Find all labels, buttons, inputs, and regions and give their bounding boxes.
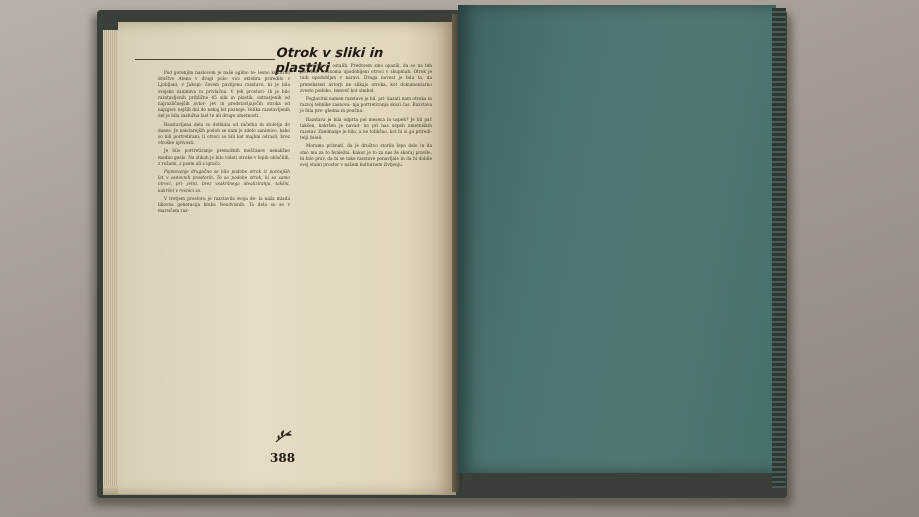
paragraph: Pod gorenjim naslovom je naše agilno te- lesno kulturno društvo Atena v drugi polo- vici oktobra priredilo v Ljubljani, v Jakopi- čevem paviljonu razstavo, ki je bila svojsko zanimiva in privlačna. V ţeh prostori- ih je bilo razstavljenih približno 45 slik in plastik, ustvarjenih od najrazličnejših avtor- jev in predstavljajočih otroka od najzgod- nejših dni do nekaj let pozneje. Velika razstavljenih del je bila zaslužna last te ali druge umetnosti.: [158, 70, 290, 119]
paragraph: Razstava je bila odprta pol meseca in uspeh? Je bil pač takšen, kakršen je navad- no pri nas uspeh umetniških razstav. Zanimanje je bilo, a ne tolikšno, kot bi si ga priredi- telji želeli.: [300, 116, 432, 141]
paragraph: Je bilo portretiranje premožnih meščanov nekakšno modno geslo. Na slikah je bilo videti otroke v lepih oblačilih, z rožami, z psom ali z igračo.: [158, 148, 290, 166]
page-number: 388: [270, 451, 296, 465]
text-column-right: [300, 63, 432, 423]
paragraph: Pojmovanje drugačno se bilo podobe otrok iz poznejših let v osnovnih prostorih. To so podobe otrok, ki so samo otroci, pri- jetni, brez vsakršnega idealiziranja, takšni, kakršni v resnici so.: [158, 169, 290, 193]
article-title: Otrok v sliki in plastiki: [274, 46, 384, 76]
paragraph: V tretjem prostoru je razstavila svoja de- la naša mlada likovna generacija kluba Neodvisnih. Ta dela so se v marsičem raz-: [158, 195, 290, 214]
paragraph: Moramo priznati, da je društvo storilo lepo delo in da smo mu za to hvaležni. Kakor je to za nas že skoraj pravilo, bi bilo prav, da bi se take razstave ponavljale in da bi dobile svoj stalni prostor v našem kulturnem življenju.: [300, 143, 432, 168]
right-page-endpaper: [458, 5, 776, 473]
leaf-sprig-icon: [274, 428, 294, 444]
text-column-left: [158, 70, 290, 410]
book-cover-edge: [772, 8, 786, 488]
paragraph: Razstavljena dela so dotikala od začetka in stoletja do danes. Je naistarejših podob se nam je zdelo zanimivo, kako so bili portretirani; ti otroci so bili kot majhni odrasli, brez otroške igrivosti.: [158, 121, 290, 146]
paragraph: Poglavitni namen razstave je bil, pri- kazati nam otroka in razvoj tehnike zasnova- nja portretiranja skozi čas. Razstava je bila pre- gledna in poučna.: [300, 96, 432, 114]
title-rule: [135, 59, 275, 60]
paragraph: likovala od ostalih. Predvsem smo opazili, da so na teh podobah večinoma upodobljeni otroci v skupinah. Otrok je tudi upodobljen v naravi. Druga novost je bila ta, da prenekateri avtorji ne slikajo otroka, kot dokumentarno zvesto podobo, temveč kot simbol.: [300, 63, 432, 93]
